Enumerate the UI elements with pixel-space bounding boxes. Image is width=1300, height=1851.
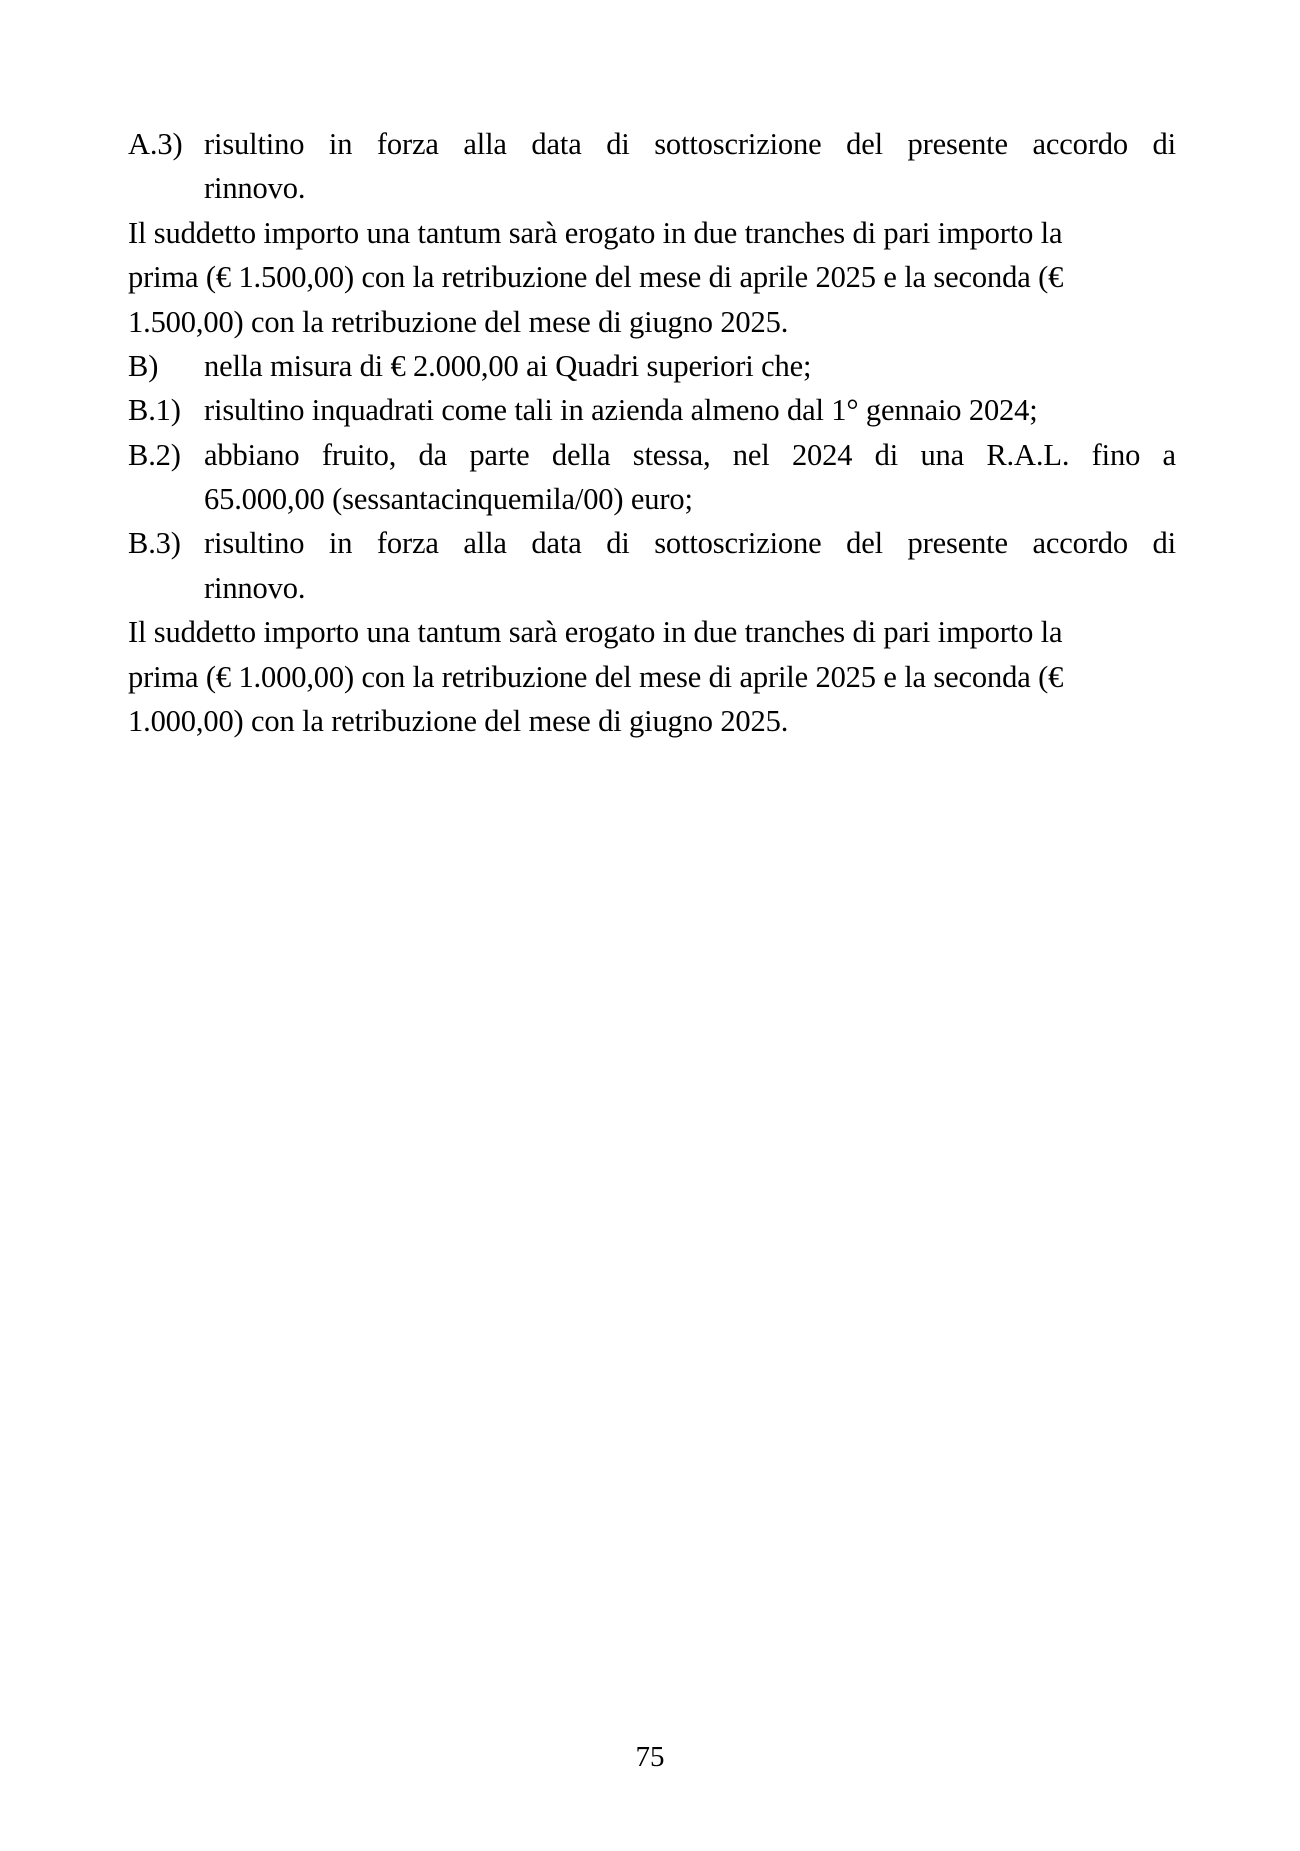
list-item-b2 [128, 433, 1176, 522]
text-word: risultino [204, 526, 305, 561]
text-line: rinnovo. [204, 570, 306, 605]
text-word: di [606, 127, 630, 161]
list-item-b1 [128, 388, 1176, 432]
text-word: presente [907, 127, 1008, 161]
list-item-b1-body [204, 388, 1176, 432]
list-item-b3 [128, 521, 1176, 610]
text-word: data [531, 127, 582, 161]
list-marker-b1: B.1) [128, 393, 181, 428]
text-word: in [328, 526, 353, 561]
text-word: accordo [1032, 127, 1128, 161]
text-line: 1.500,00) con la retribuzione del mese di giugno 2025. [128, 304, 789, 339]
text-word: nel [732, 437, 770, 472]
text-word: stessa, [632, 437, 711, 472]
list-item-b2-body [204, 433, 1176, 522]
text-word: del [846, 127, 883, 161]
text-line: prima (€ 1.500,00) con la retribuzione del mese di aprile 2025 e la seconda (€ [128, 260, 1064, 295]
text-word: sottoscrizione [654, 127, 822, 161]
list-item-a3-body [204, 122, 1176, 211]
text-word: in [328, 127, 353, 161]
text-word: da [418, 437, 447, 472]
text-word: una [920, 437, 965, 472]
text-line: Il suddetto importo una tantum sarà erogato in due tranches di pari importo la [128, 215, 1063, 250]
text-word: alla [463, 526, 507, 561]
list-item-b3-body [204, 521, 1176, 610]
text-word: a [1162, 437, 1176, 472]
list-item-a3 [128, 122, 1176, 211]
text-word: presente [907, 526, 1008, 561]
text-word: sottoscrizione [654, 526, 822, 561]
text-word: data [531, 526, 582, 561]
text-word: del [846, 526, 883, 561]
text-line: rinnovo. [204, 171, 306, 206]
text-line: 1.000,00) con la retribuzione del mese di giugno 2025. [128, 703, 789, 738]
paragraph-tranches-a [128, 211, 1176, 344]
text-word: parte [469, 437, 530, 472]
text-line: Il suddetto importo una tantum sarà erogato in due tranches di pari importo la [128, 615, 1063, 650]
text-word: forza [376, 526, 439, 561]
text-word: forza [376, 127, 439, 161]
text-word: di [1152, 127, 1176, 161]
text-word: abbiano [204, 437, 300, 472]
text-word: risultino [204, 127, 305, 161]
text-word: R.A.L. [986, 437, 1070, 472]
text-word: di [874, 437, 899, 472]
list-marker-b: B) [128, 348, 159, 383]
page-body-text [128, 122, 1176, 743]
text-line: risultino inquadrati come tali in azienda almeno dal 1° gennaio 2024; [204, 393, 1038, 428]
text-word: accordo [1032, 526, 1128, 561]
list-item-b [128, 344, 1176, 388]
text-word: 2024 [791, 437, 853, 472]
text-line: nella misura di € 2.000,00 ai Quadri superiori che; [204, 348, 812, 383]
text-line [204, 122, 1176, 166]
text-word: alla [463, 127, 507, 161]
text-line: prima (€ 1.000,00) con la retribuzione del mese di aprile 2025 e la seconda (€ [128, 659, 1064, 694]
list-marker-b3: B.3) [128, 526, 181, 561]
text-word: fruito, [321, 437, 397, 472]
text-word: della [551, 437, 611, 472]
paragraph-tranches-b [128, 610, 1176, 743]
text-line [204, 433, 1176, 477]
text-word: fino [1091, 437, 1141, 472]
page-number: 75 [635, 1741, 665, 1773]
list-item-b-body [204, 344, 1176, 388]
text-line [204, 521, 1176, 565]
text-line: 65.000,00 (sessantacinquemila/00) euro; [204, 482, 693, 516]
text-word: di [1152, 526, 1176, 561]
text-word: di [606, 526, 630, 561]
list-marker-b2: B.2) [128, 437, 181, 472]
list-marker-a3: A.3) [128, 127, 183, 161]
